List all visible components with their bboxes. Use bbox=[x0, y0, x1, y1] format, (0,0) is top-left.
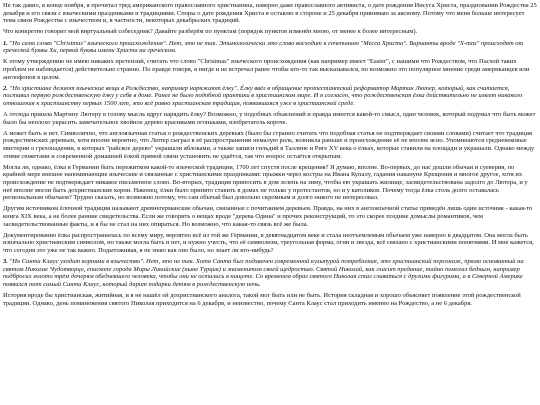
claim-text: "Но Санта Клаус уходит корнями в язычество". Нет, это не так. Хотя Санта был подхвачен современной культурой потребления, это христианский персонаж, прямо основанный на святом Николае Чудотворце, епископе города Миры Ликийские (ныне Турция) и знаменитом своей щедростью. Святой Николай, как гласит предание, тайно помогал бедным, например подбросил золото трём дочерям обедневшего человека, чтобы они не остались в нищете. Со временем образ святого Николая стал сливаться с другими фигурами, а в Северной Америке появился тот самый Санта Клаус, который дарит подарки детям в рождественскую ночь. bbox=[3, 258, 524, 288]
paragraph: А может быть и нет. Символично, что англоязычная статья о рождественских деревьях (было бы странно считать что подобная статья не подтверждает своими словами) считает что традиция рождественских деревьев, хотя вполне вероятно, что Лютер сыграл в её распространении немалую роль, возникла раньше и происхождение её не вполне ясно. Упоминаются средневековые мистерии о грехопадении, в которых "райское дерево" украшали яблоками, а также записи гильдий в Таллине и Риге XV века о ёлках, которые ставили на площади и украшали. Однако между этими сюжетами и современной домашней ёлкой прямой связи установить не удаётся, так что вопрос остаётся открытым. bbox=[3, 129, 535, 160]
claim-text: "Но само слово "Christmas" языческого происхождения". Нет, это не так. Этимологически это слово восходит к сочетанию "Месса Христа". Варианты вроде "X-mas" происходят от греческой буквы Хи, первой буквы имени Христа на греческом. bbox=[3, 39, 524, 55]
claim-number: 1. bbox=[3, 39, 8, 47]
paragraph: Документированно ёлка распространилась по всему миру, вероятно всё из той же Германии, в девятнадцатом веке и стала неотъемлемым обычаем уже наверно в двадцатом. Она могла быть изначально христианским символом, но также могла быть и нет, и нужно учесть, что её символизм, треугольная форма, огни и звезда, всё связано с христианскими понятиями. И мне кажется, что сегодня это уже не так важно. Подытоживая, я не знаю как оно было, но знает ли кто-нибудь? bbox=[3, 231, 534, 254]
paragraph: А отсюда пришла Мартину Лютеру в голову мысль вдруг нарядить ёлку? Возможно, у подобных объяснений и правда имеется какой-то смысл, один человек, который подумал что быть может было бы неплохо украсить замечательное хвойное дерево красивыми огоньками, изобретатель короче. bbox=[3, 111, 536, 126]
paragraph: К этому утверждению не имею никаких претензий, считать что слово "Christmas" языческого происхождения (как например имеет "Easter", с нашими что Рождеством, что Пасхой таких проблем не наблюдается) действительно странно. По правде говоря, я нигде и не встречал ранее чтобы кто-то так высказывался, но возможно это популярное мнение среди американцев или англофонов в целом. bbox=[3, 58, 530, 81]
quoted-claim bbox=[3, 85, 537, 108]
claim-number: 2. bbox=[3, 84, 8, 92]
claim-text: "Но христиане делают языческие вещи в Рождество, например наряжают ёлку". Ёлку ввёл в обращение протестантский реформатор Мартин Лютер, который, как считается, поставил первую рождественскую ёлку у себя в доме. Ранее не было подобной практики в христианском мире. И я согласен, что рождественская ёлка действительно не имеет никакого отношения к христианству первых 1500 лет, это всё равно христианская традиция, появившаяся уже в христианской среде. bbox=[3, 84, 523, 107]
paragraph: Другим источником ёлочной традиции называют древнегерманские обычаи, связанные с почитанием деревьев. Правда, на них в англоязычной статье приведён лишь один источник - какая-то книга XIX века, а не более ранние свидетельства. Если же говорить о вещах вроде "дерева Одина" и прочих реконструкций, то это скорее поздние домыслы романтиков, чем засвидетельствованные факты, и я бы не стал на них опираться. Но возможно, что какая-то связь всё же была. bbox=[3, 205, 533, 228]
paragraph: Что конкретно говорит мой виртуальный собеседник? Давайте разберём по пунктам (порядок пунктов изменён мною, от менее к более интересным). bbox=[3, 28, 418, 36]
paragraph: История вроде бы христианская, житийная, и я не нашёл ей дохристианского аналога, такой мог быть или не быть. История складная и хорошо объясняет появление этой рождественской традиции. Однако, день поминовения святого Николая приходится на 6 декабря, и неизвестно, почему Санта Клаус стал приходить именно на Рождество, а не 6 декабря. bbox=[3, 292, 521, 307]
quoted-claim bbox=[3, 40, 537, 55]
paragraph-intro: Не так давно, в конце ноября, я прочитал тред американского православного христианина, наверно даже православного активиста, о дате рождения Иисуса Христа, праздновании Рождества 25 декабря и его связи с языческими праздниками и традициями. Споры о дате рождения Христа я оставлю в стороне и 25 декабря принимаю за аксиому. Потому что меня больше интересует тема связи Рождества с язычеством и, в частности, некоторых декабрьских традиций. bbox=[3, 2, 537, 25]
paragraph: Могла ли, однако, ёлка в Германии быть пережитком какой-то языческой традиции, 1700 лет спустя после крещения? Я думаю, вполне. Во-первых, до нас дошли обычаи и суеверия, по крайней мере внешне напоминающие языческие и связанные с христианскими праздниками: прыжки через костры на Ивана Купалу, гадания накануне Крещения и многое другое, хотя их происхождение не подтверждает никакое письменное слово. Во-вторых, традиция приносить в дом зелень на зиму, чтобы ею украшать жилище, засвидетельствована задолго до Лютера, и у неё вполне могли быть дохристианские корни. Наконец, ёлки было принято ставить в домах не только у протестантов, но и у католиков. Почему тогда ёлка столь долго оставалась региональным обычаем? Трудно сказать, но возможно потому, что сам обычай был довольно скромным и долго никого не интересовал. bbox=[3, 163, 528, 202]
claim-number: 3. bbox=[3, 258, 8, 266]
quoted-claim bbox=[3, 258, 537, 288]
